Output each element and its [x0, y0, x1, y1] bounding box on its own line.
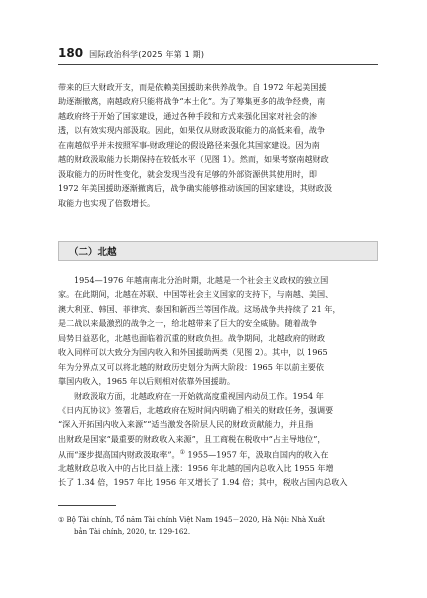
text-line: 靠国内收入，1965 年以后则相对依靠外国援助。 [58, 376, 235, 387]
header-rule [58, 64, 378, 65]
text-line: 局势日益恶化，北越也面临着沉重的财政负担。战争期间，北越政府的财政 [58, 332, 326, 343]
section-heading: （二）北越 [58, 241, 378, 261]
text-line: 出财政是国家“最重要的财政收入来源”，且工商税在税收中“占主导地位”， [58, 433, 326, 444]
footnote-text: Bộ Tài chính, Tổ năm Tài chính Việt Nam 1945－2020, Hà Nội: Nhà Xuất [66, 516, 325, 524]
text-line: 1954—1976 年越南南北分治时期，北越是一个社会主义政权的独立国 [74, 275, 329, 285]
text-line: “深入开拓国内收入来源”“适当激发各阶层人民的财政贡献能力，并且指 [58, 419, 314, 430]
footnote [58, 514, 378, 538]
text-line: 家。在此期间，北越在苏联、中国等社会主义国家的支持下，与南越、美国、 [58, 289, 334, 300]
text-line: 越政府终于开始了国家建设，通过各种手段和方式来强化国家对社会的渗 [58, 110, 318, 121]
text-line: 是二战以来最激烈的战争之一，给北越带来了巨大的安全威胁。随着战争 [58, 318, 318, 329]
footnote-line [58, 514, 378, 526]
text-span: 1955—1957 年，汲取自国内的收入在 [184, 449, 329, 460]
text-line: 1972 年美国援助逐渐撤离后，战争确实能够推动该国的国家建设，其财政汲 [58, 183, 333, 194]
footnote-marker: ① [58, 516, 65, 524]
text-line [58, 446, 378, 460]
text-line: 越的财政汲取能力长期保持在较低水平（见图 1）。然而，如果考察南越财政 [58, 154, 329, 165]
text-line: 长了 1.34 倍，1957 年比 1956 年又增长了 1.94 倍；其中，税收占国内总收入 [58, 477, 348, 488]
text-line: 财政汲取方面，北越政府在一开始就高度重视国内动员工作。1954 年 [74, 390, 324, 401]
journal-title: 国际政治科学(2025 年第 1 期) [89, 50, 205, 59]
section-heading-wrap [58, 241, 378, 261]
footnote-line: bản Tài chính, 2020, tr. 129-162. [74, 528, 191, 536]
text-line: 收入同样可以大致分为国内收入和外国援助两类（见图 2）。其中，以 1965 [58, 347, 328, 358]
paragraph-2-3 [58, 273, 378, 490]
text-line: 北越财政总收入中的占比日益上涨：1956 年北越的国内总收入比 1955 年增 [58, 462, 334, 473]
text-span: 从而“逐步提高国内财政汲取率”。 [58, 449, 180, 460]
paragraph-1 [58, 80, 378, 210]
text-line: 取能力也实现了倍数增长。 [58, 197, 156, 208]
text-line: 助逐渐撤离，南越政府只能将战争“本土化”。为了筹集更多的战争经费，南 [58, 96, 326, 107]
text-line: 汲取能力的历时性变化，就会发现当没有足够的外部资源供其使用时，即 [58, 168, 318, 179]
text-line: 在南越似乎并未按照军事-财政理论的假设路径来强化其国家建设。因为南 [58, 139, 320, 150]
text-line: 澳大利亚、韩国、菲律宾、泰国和新西兰等国作战。这场战争共持续了 21 年， [58, 303, 341, 314]
text-line: 透，以有效实现内部汲取。因此，如果仅从财政汲取能力的高低来看，战争 [58, 125, 326, 136]
footnote-marker: ① [179, 449, 185, 457]
text-line: 《日内瓦协议》签署后，北越政府在短时间内明确了相关的财政任务，强调要 [58, 404, 334, 415]
text-line: 带来的巨大财政开支，而是依赖美国援助来供养战争。自 1972 年起美国援 [58, 82, 327, 92]
text-line: 年为分界点又可以将北越的财政历史划分为两大阶段：1965 年以前主要依 [58, 361, 324, 372]
running-header [58, 46, 378, 62]
page-number: 180 [58, 46, 84, 60]
footnote-rule [58, 505, 116, 506]
